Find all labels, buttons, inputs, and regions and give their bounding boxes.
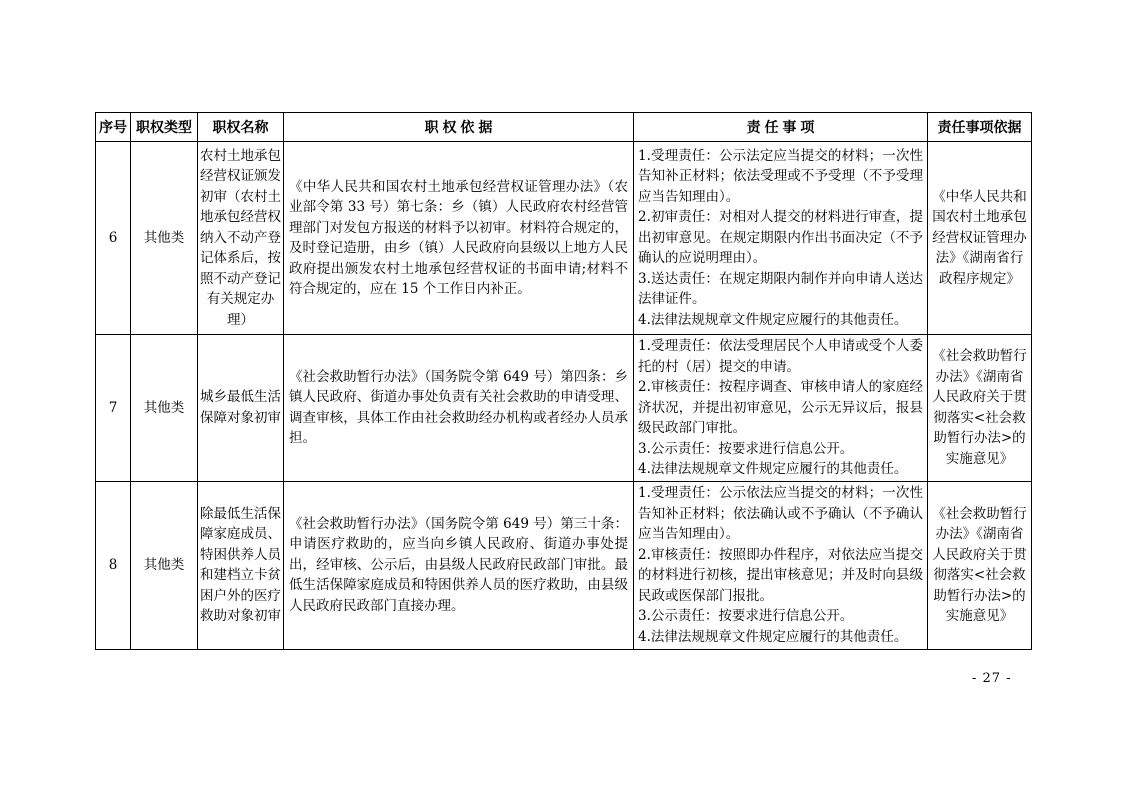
cell-duty-items [634, 335, 928, 482]
duty-item-line: 2.审核责任：按照即办件程序，对依法应当提交的材料进行初核，提出审核意见；并及时向县级民政或医保部门报批。 [638, 546, 923, 604]
cell-authority-basis: 《中华人民共和国农村土地承包经营权证管理办法》（农业部令第 33 号）第七条：乡（镇）人民政府农村经营管理部门对发包方报送的材料予以初审。材料符合规定的，及时登记造册，由乡（镇）人民政府向县级以上地方人民政府提出颁发农村土地承包经营权证的书面申请;材料不符合规定的，应在 15 个工作日内补正。 [284, 142, 634, 335]
cell-seq: 7 [96, 335, 131, 482]
cell-authority-type: 其他类 [131, 142, 198, 335]
cell-seq: 8 [96, 481, 131, 649]
duty-item-line: 3.送达责任：在规定期限内制作并向申请人送达法律证件。 [638, 270, 923, 308]
header-authority-type: 职权类型 [131, 113, 198, 142]
header-duty-items: 责 任 事 项 [634, 113, 928, 142]
cell-seq: 6 [96, 142, 131, 335]
duty-item-line: 3.公示责任：按要求进行信息公开。 [638, 608, 854, 624]
table-row-7 [96, 335, 1032, 482]
cell-duty-basis: 《社会救助暂行办法》《湖南省人民政府关于贯彻落实<社会救助暂行办法>的实施意见》 [928, 335, 1032, 482]
cell-authority-type: 其他类 [131, 335, 198, 482]
duty-item-line: 2.审核责任：按程序调查、审核申请人的家庭经济状况，并提出初审意见，公示无异议后，报县级民政部门审批。 [638, 379, 923, 436]
duty-item-line: 1.受理责任：公示依法应当提交的材料；一次性告知补正材料；依法确认或不予确认（不予确认应当告知理由）。 [638, 485, 923, 542]
header-authority-name: 职权名称 [198, 113, 284, 142]
duty-item-line: 1.受理责任：依法受理居民个人申请或受个人委托的村（居）提交的申请。 [638, 338, 923, 375]
header-authority-basis: 职 权 依 据 [284, 113, 634, 142]
duty-item-line: 4.法律法规规章文件规定应履行的其他责任。 [638, 311, 908, 328]
duty-item-line: 2.初审责任：对相对人提交的材料进行审查，提出初审意见。在规定期限内作出书面决定（不予确认的应说明理由）。 [638, 209, 923, 267]
duty-item-line: 4.法律法规规章文件规定应履行的其他责任。 [638, 461, 908, 477]
duty-item-line: 1.受理责任：公示法定应当提交的材料；一次性告知补正材料；依法受理或不予受理（不予受理应当告知理由）。 [638, 147, 923, 205]
cell-authority-name: 农村土地承包经营权证颁发初审（农村土地承包经营权纳入不动产登记体系后，按照不动产登记有关规定办理） [198, 142, 284, 335]
cell-authority-basis: 《社会救助暂行办法》（国务院令第 649 号）第四条：乡镇人民政府、街道办事处负责有关社会救助的申请受理、调查审核，具体工作由社会救助经办机构或者经办人员承担。 [284, 335, 634, 482]
cell-authority-type: 其他类 [131, 481, 198, 649]
cell-authority-name: 城乡最低生活保障对象初审 [198, 335, 284, 482]
cell-authority-name: 除最低生活保障家庭成员、特困供养人员和建档立卡贫困户外的医疗救助对象初审 [198, 481, 284, 649]
header-seq: 序号 [96, 113, 131, 142]
table-row-6 [96, 142, 1032, 335]
duty-item-line: 3.公示责任：按要求进行信息公开。 [638, 440, 854, 457]
cell-duty-basis: 《中华人民共和国农村土地承包经营权证管理办法》《湖南省行政程序规定》 [928, 142, 1032, 335]
cell-authority-basis: 《社会救助暂行办法》（国务院令第 649 号）第三十条：申请医疗救助的，应当向乡镇人民政府、街道办事处提出，经审核、公示后，由县级人民政府民政部门审批。最低生活保障家庭成员和特困供养人员的医疗救助，由县级人民政府民政部门直接办理。 [284, 481, 634, 649]
header-duty-basis: 责任事项依据 [928, 113, 1032, 142]
page-number: - 27 - [972, 671, 1012, 686]
cell-duty-items [634, 481, 928, 649]
cell-duty-basis: 《社会救助暂行办法》《湖南省人民政府关于贯彻落实<社会救助暂行办法>的实施意见》 [928, 481, 1032, 649]
table-header-row [96, 113, 1032, 142]
cell-duty-items [634, 142, 928, 335]
duty-item-line: 4.法律法规规章文件规定应履行的其他责任。 [638, 628, 908, 645]
authority-responsibility-table [95, 112, 1032, 650]
table-row-8 [96, 481, 1032, 649]
